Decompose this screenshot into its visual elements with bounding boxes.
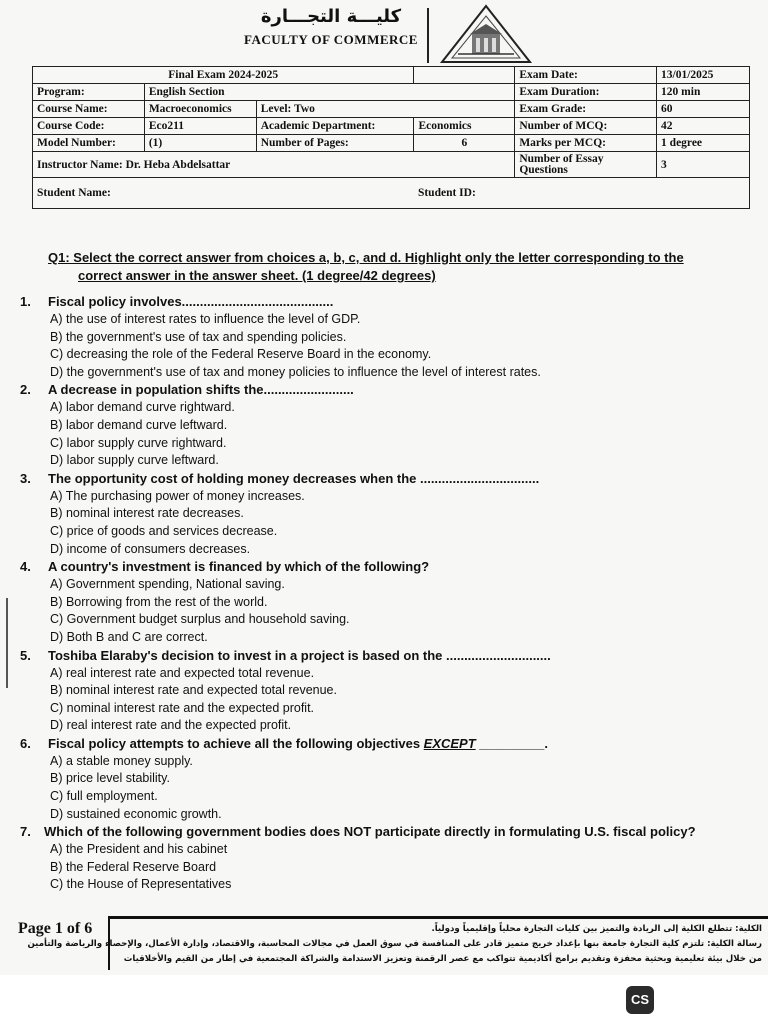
question-section-header — [48, 249, 763, 285]
option-a: A) real interest rate and expected total revenue. — [50, 665, 315, 680]
page-number: Page 1 of 6 — [18, 920, 93, 937]
student-name-label: Student Name: — [33, 178, 414, 209]
option-a: A) Government spending, National saving. — [50, 577, 285, 592]
option-d: D) income of consumers decreases. — [50, 541, 251, 556]
option-d: D) real interest rate and the expected profit. — [50, 718, 292, 733]
camscanner-logo-icon: CS — [626, 986, 654, 1014]
option-d: D) Both B and C are correct. — [50, 629, 208, 644]
exam-info-table — [32, 66, 750, 209]
question-4 — [0, 558, 768, 646]
exam-grade-label: Exam Grade: — [515, 101, 657, 118]
option-c: C) nominal interest rate and the expected profit. — [50, 700, 315, 715]
university-logo-icon — [438, 4, 534, 66]
question-stem: Fiscal policy attempts to achieve all the following objectives EXCEPT _________. — [48, 735, 548, 751]
question-number: 3. — [20, 470, 31, 486]
question-1 — [0, 293, 768, 381]
instructor-name: Instructor Name: Dr. Heba Abdelsattar — [33, 152, 515, 178]
footer-vision: الكلية: تتطلع الكلية إلى الريادة والتميز بين كليات التجارة محلياً وإقليمياً ودولياً. — [431, 924, 762, 934]
option-a: A) the President and his cabinet — [50, 842, 228, 857]
option-d: D) the government's use of tax and money policies to influence the level of interest rates. — [50, 364, 541, 379]
question-stem: Fiscal policy involves.......................................... — [48, 294, 334, 309]
question-stem: Which of the following government bodies does NOT participate directly in formulating U.S. fiscal policy? — [44, 824, 696, 840]
exam-date-value: 13/01/2025 — [657, 67, 750, 84]
info-row-instructor — [33, 152, 750, 178]
questions-list — [0, 293, 768, 894]
option-b: B) the Federal Reserve Board — [50, 859, 217, 874]
academic-department-label: Academic Department: — [256, 118, 414, 135]
option-c: C) price of goods and services decrease. — [50, 523, 278, 538]
faculty-name-arabic: كليـــة التجـــارة — [260, 6, 402, 27]
question-stem: A country's investment is financed by which of the following? — [48, 559, 430, 575]
option-c: C) full employment. — [50, 789, 158, 804]
option-d: D) sustained economic growth. — [50, 806, 222, 821]
option-b: B) the government's use of tax and spending policies. — [50, 329, 347, 344]
marks-per-mcq-label: Marks per MCQ: — [515, 135, 657, 152]
except-keyword: EXCEPT — [423, 735, 476, 751]
course-name-value: Macroeconomics — [144, 101, 256, 118]
level-value: Level: Two — [256, 101, 515, 118]
faculty-name-english: FACULTY OF COMMERCE — [244, 32, 418, 47]
program-value: English Section — [144, 84, 515, 101]
instruction-line-1: Q1: Select the correct answer from choices a, b, c, and d. Highlight only the letter corresponding to the — [48, 250, 684, 265]
option-b: B) nominal interest rate decreases. — [50, 506, 244, 521]
footer-mission: رسالة الكلية: تلتزم كلية التجارة جامعة بنها بإعداد خريج متميز قادر على المنافسة في سوق العمل في مجالات المحاسبة، والاقتصاد، وإدارة الأعمال، والإحصاء والرياضة والتأمين — [27, 939, 762, 949]
option-b: B) nominal interest rate and expected total revenue. — [50, 683, 337, 698]
model-number-value: (1) — [144, 135, 256, 152]
question-stem: Toshiba Elaraby's decision to invest in a project is based on the ............................. — [48, 647, 551, 663]
info-row-model — [33, 135, 750, 152]
question-number: 4. — [20, 559, 31, 575]
marks-per-mcq-value: 1 degree — [657, 135, 750, 152]
option-c: C) decreasing the role of the Federal Reserve Board in the economy. — [50, 347, 432, 362]
program-label: Program: — [33, 84, 145, 101]
instruction-line-2: correct answer in the answer sheet. (1 degree/42 degrees) — [78, 268, 436, 283]
question-7 — [0, 823, 768, 894]
faculty-title — [236, 6, 426, 58]
student-id-label: Student ID: — [414, 178, 750, 209]
number-of-mcq-label: Number of MCQ: — [515, 118, 657, 135]
number-of-mcq-value: 42 — [657, 118, 750, 135]
exam-date-label: Exam Date: — [515, 67, 657, 84]
option-d: D) labor supply curve leftward. — [50, 453, 219, 468]
option-b: B) price level stability. — [50, 771, 170, 786]
option-b: B) labor demand curve leftward. — [50, 417, 228, 432]
exam-title: Final Exam 2024-2025 — [33, 67, 414, 84]
course-name-label: Course Name: — [33, 101, 145, 118]
info-row-student — [33, 178, 750, 209]
option-a: A) a stable money supply. — [50, 753, 193, 768]
question-number: 7. — [20, 824, 31, 840]
number-of-pages-label: Number of Pages: — [256, 135, 414, 152]
question-6 — [0, 735, 768, 823]
course-code-value: Eco211 — [144, 118, 256, 135]
model-number-label: Model Number: — [33, 135, 145, 152]
course-code-label: Course Code: — [33, 118, 145, 135]
question-number: 6. — [20, 735, 31, 751]
essay-questions-value: 3 — [657, 152, 750, 178]
question-2 — [0, 381, 768, 469]
info-row-course-code — [33, 118, 750, 135]
question-3 — [0, 470, 768, 558]
exam-duration-label: Exam Duration: — [515, 84, 657, 101]
option-c: C) labor supply curve rightward. — [50, 435, 227, 450]
exam-duration-value: 120 min — [657, 84, 750, 101]
footer-mission-continued: من خلال بيئة تعليمية وبحثية محفزة وتقديم برامج أكاديمية تتواكب مع عصر الرقمنة وتعزيز الاستدامة والشراكة المجتمعية في إطار من القيم والأخلاقيات — [123, 954, 762, 964]
option-a: A) labor demand curve rightward. — [50, 400, 235, 415]
number-of-pages-value: 6 — [414, 135, 515, 152]
question-number: 1. — [20, 294, 31, 309]
header-divider — [427, 8, 429, 63]
footer-rule — [110, 916, 768, 919]
info-row-title — [33, 67, 750, 84]
question-stem: A decrease in population shifts the......................... — [48, 382, 354, 398]
option-a: A) the use of interest rates to influence the level of GDP. — [50, 312, 361, 326]
option-c: C) the House of Representatives — [50, 877, 232, 892]
option-b: B) Borrowing from the rest of the world. — [50, 594, 268, 609]
question-5 — [0, 647, 768, 735]
option-a: A) The purchasing power of money increases. — [50, 488, 305, 503]
essay-questions-label: Number of Essay Questions — [515, 152, 657, 178]
academic-department-value: Economics — [414, 118, 515, 135]
question-number: 2. — [20, 382, 31, 398]
exam-grade-value: 60 — [657, 101, 750, 118]
info-row-program — [33, 84, 750, 101]
question-number: 5. — [20, 647, 31, 663]
option-c: C) Government budget surplus and household saving. — [50, 612, 350, 627]
info-row-course-name — [33, 101, 750, 118]
question-stem: The opportunity cost of holding money decreases when the ................................. — [48, 470, 540, 486]
